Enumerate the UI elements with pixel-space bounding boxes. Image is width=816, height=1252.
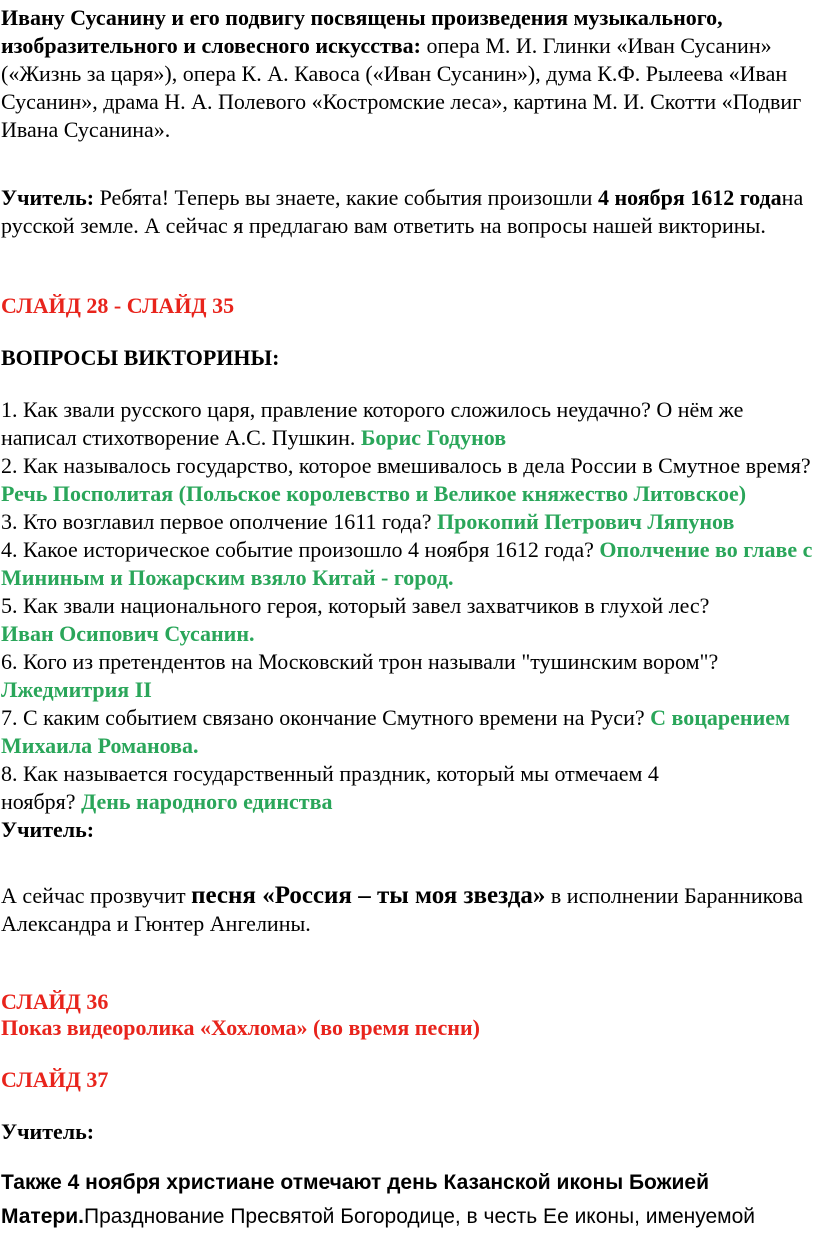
quiz-question [1,592,813,648]
answer-text: Иван Осипович Сусанин. [1,621,255,646]
answer-text: С воцарением Михаила Романова. [1,705,791,758]
quiz-heading: ВОПРОСЫ ВИКТОРИНЫ: [1,345,280,370]
date-highlight: 4 ноября 1612 года [597,185,782,210]
intro-works: опера М. И. Глинки «Иван Сусанин» («Жизнь за царя»), опера К. А. Кавоса («Иван Сусанин»), дума К.Ф. Рылеева «Иван Сусанин», драма Н. А. Полевого «Костромские леса», картина М. И. Скотти «Подвиг Ивана Сусанина». [1,33,802,142]
slide-28-35-heading: СЛАЙД 28 - СЛАЙД 35 [1,293,235,318]
question-text: 4. Какое историческое событие произошло 4 ноября 1612 года? [1,537,594,562]
quiz-question [1,704,813,760]
teacher-label: Учитель: [1,817,95,842]
question-text: 1. Как звали русского царя, правление которого сложилось неудачно? О нём же написал стихотворение А.С. Пушкин. [1,397,744,450]
kazan-lead: Также 4 ноября христиане отмечают день Казанской иконы Божией Матери. [1,1171,709,1228]
quiz-question [1,452,813,508]
quiz-question [1,760,813,816]
answer-text: Борис Годунов [360,425,507,450]
intro-paragraph [1,4,813,144]
teacher-intro-text-cont: на русской земле. А сейчас я предлагаю вам ответить на вопросы нашей викторины. [1,185,804,238]
question-text: 2. Как называлось государство, которое вмешивалось в дела России в Смутное время? [1,453,811,478]
video-note: Показ видеоролика «Хохлома» (во время песни) [1,1015,480,1040]
question-text: 3. Кто возглавил первое ополчение 1611 года? [1,509,432,534]
question-text: 8. Как называется государственный праздник, который мы отмечаем 4 ноября? [1,761,659,814]
answer-text: Ополчение во главе с Мининым и Пожарским взяло Китай - город. [1,537,813,590]
quiz-question [1,508,813,536]
teacher-label: Учитель: [1,185,95,210]
teacher-intro-text: Ребята! Теперь вы знаете, какие события произошли [94,185,598,210]
song-text-cont: в исполнении Баранникова Александра и Гюнтер Ангелины. [1,883,804,936]
slide-36-heading: СЛАЙД 36 [1,989,109,1014]
song-text: А сейчас прозвучит [1,883,192,908]
answer-text: Прокопий Петрович Ляпунов [437,509,735,534]
teacher-intro-paragraph [1,184,813,240]
answer-text: Речь Посполитая (Польское королевство и Великое княжество Литовское) [1,481,747,506]
answer-text: Лжедмитрия II [1,677,152,702]
answer-text: День народного единства [81,789,333,814]
question-text: 5. Как звали национального героя, который завел захватчиков в глухой лес? [1,593,710,618]
question-text: 7. С каким событием связано окончание Смутного времени на Руси? [1,705,645,730]
teacher-label: Учитель: [1,1119,95,1144]
quiz-question [1,396,813,452]
quiz-questions-list [1,396,813,844]
question-text: 6. Кого из претендентов на Московский трон называли "тушинским вором"? [1,649,719,674]
quiz-question [1,536,813,592]
kazan-text: Празднование Пресвятой Богородице, в честь Ее иконы, именуемой [83,1205,756,1228]
song-title: песня «Россия – ты моя звезда» [191,882,546,909]
quiz-question [1,648,813,704]
kazan-paragraph [1,1166,813,1234]
intro-lead: Ивану Сусанину и его подвигу посвящены произведения музыкального, изобразительного и словесного искусства: [1,5,723,58]
slide-37-heading: СЛАЙД 37 [1,1067,109,1092]
song-paragraph [1,882,813,938]
